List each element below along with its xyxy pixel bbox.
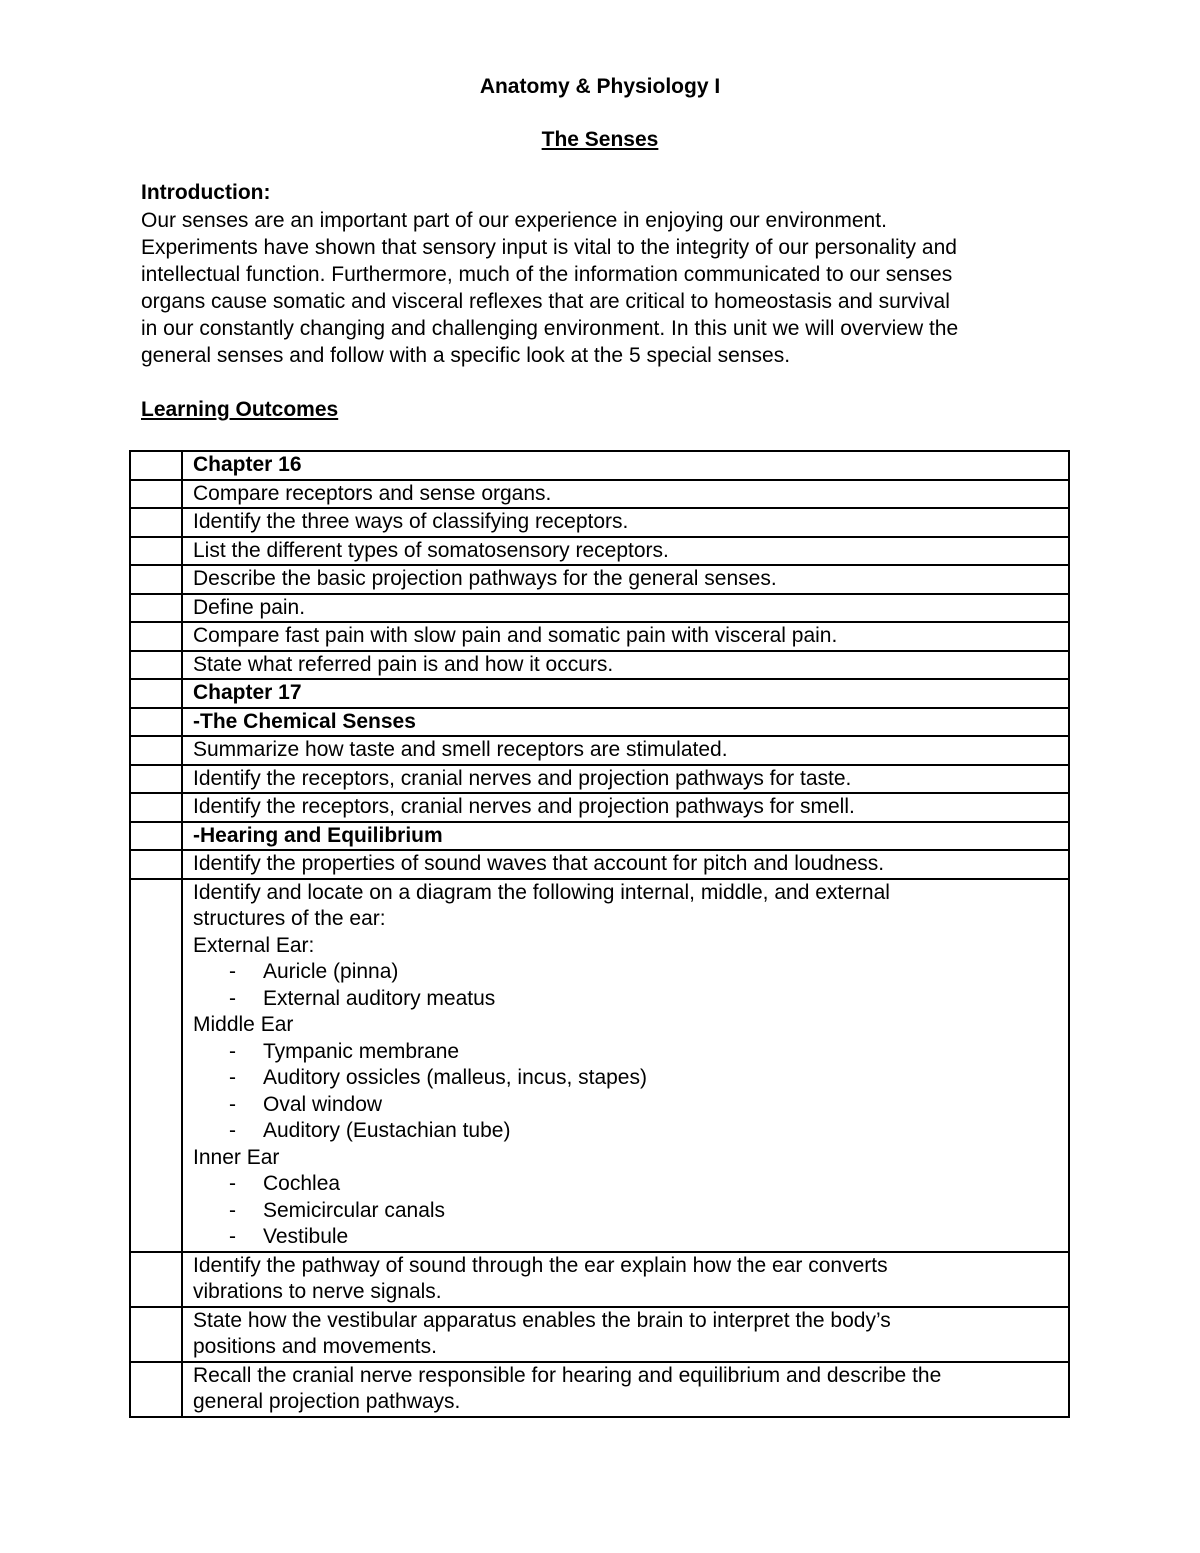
table-row: [130, 480, 1069, 509]
table-row: [130, 537, 1069, 566]
list-item-text: Cochlea: [263, 1172, 341, 1195]
introduction-heading: Introduction:: [141, 181, 271, 204]
table-row: [130, 508, 1069, 537]
check-cell: [130, 879, 182, 1252]
intro-line: organs cause somatic and visceral reflexes that are critical to homeostasis and survival: [141, 290, 950, 313]
outcome-cell: [182, 1362, 1069, 1417]
check-cell: [130, 508, 182, 537]
check-cell: [130, 1252, 182, 1307]
outcome-cell: Identify the receptors, cranial nerves and projection pathways for smell.: [182, 793, 1069, 822]
outcome-cell: Summarize how taste and smell receptors are stimulated.: [182, 736, 1069, 765]
dash-marker: -: [229, 1039, 236, 1063]
table-row: [130, 708, 1069, 737]
list-item: [193, 1092, 1058, 1119]
chapter-heading-cell: Chapter 16: [182, 451, 1069, 480]
inner-ear-label: Inner Ear: [193, 1145, 280, 1169]
table-row: [130, 850, 1069, 879]
outcome-line: general projection pathways.: [193, 1390, 461, 1413]
dash-marker: -: [229, 1119, 236, 1142]
table-row: [130, 1252, 1069, 1307]
list-item: [193, 1224, 1058, 1251]
outcome-line: structures of the ear:: [193, 907, 386, 930]
outcome-cell: [182, 1307, 1069, 1362]
outcome-cell: Identify the three ways of classifying receptors.: [182, 508, 1069, 537]
table-row: [130, 594, 1069, 623]
learning-outcomes-heading: Learning Outcomes: [141, 398, 339, 421]
list-item-text: Auditory ossicles (malleus, incus, stapes): [263, 1066, 647, 1089]
dash-marker: -: [229, 960, 236, 983]
list-item-text: Semicircular canals: [263, 1198, 446, 1222]
check-cell: [130, 451, 182, 480]
table-row: [130, 679, 1069, 708]
check-cell: [130, 793, 182, 822]
chapter-heading-cell: Chapter 17: [182, 679, 1069, 708]
outcome-line: Identify and locate on a diagram the following internal, middle, and external: [193, 880, 890, 904]
list-item: [193, 1198, 1058, 1225]
outcome-cell: Compare fast pain with slow pain and somatic pain with visceral pain.: [182, 622, 1069, 651]
table-row: [130, 879, 1069, 1252]
dash-marker: -: [229, 1066, 236, 1089]
outcome-line: vibrations to nerve signals.: [193, 1280, 442, 1303]
section-heading-cell: -The Chemical Senses: [182, 708, 1069, 737]
intro-line: intellectual function. Furthermore, much of the information communicated to our senses: [141, 263, 953, 286]
check-cell: [130, 765, 182, 794]
outcome-line: positions and movements.: [193, 1335, 437, 1358]
outcome-line: Recall the cranial nerve responsible for hearing and equilibrium and describe the: [193, 1363, 942, 1387]
outcome-line: Identify the pathway of sound through the ear explain how the ear converts: [193, 1253, 888, 1277]
outcome-line: State how the vestibular apparatus enables the brain to interpret the body’s: [193, 1308, 891, 1332]
outcome-cell: Identify the receptors, cranial nerves and projection pathways for taste.: [182, 765, 1069, 794]
intro-line: general senses and follow with a specific look at the 5 special senses.: [141, 344, 791, 367]
table-row: [130, 622, 1069, 651]
list-item-text: Auricle (pinna): [263, 960, 399, 983]
outcome-cell: Define pain.: [182, 594, 1069, 623]
table-row: [130, 765, 1069, 794]
table-row: [130, 565, 1069, 594]
check-cell: [130, 679, 182, 708]
introduction-paragraph: [141, 207, 1066, 369]
check-cell: [130, 651, 182, 680]
list-item: [193, 1171, 1058, 1198]
check-cell: [130, 1307, 182, 1362]
dash-marker: -: [229, 1172, 236, 1195]
outcome-cell: List the different types of somatosensory receptors.: [182, 537, 1069, 566]
check-cell: [130, 1362, 182, 1417]
list-item: [193, 1065, 1058, 1092]
course-title: Anatomy & Physiology I: [479, 75, 721, 98]
table-row: [130, 822, 1069, 851]
outcome-cell: Identify the properties of sound waves that account for pitch and loudness.: [182, 850, 1069, 879]
list-item-text: Auditory (Eustachian tube): [263, 1119, 511, 1142]
dash-marker: -: [229, 1198, 236, 1222]
outcome-cell: [182, 1252, 1069, 1307]
check-cell: [130, 850, 182, 879]
intro-line: in our constantly changing and challenging environment. In this unit we will overview the: [141, 317, 959, 340]
dash-marker: -: [229, 1225, 236, 1248]
table-row: [130, 1362, 1069, 1417]
list-item: [193, 959, 1058, 986]
list-item: [193, 1118, 1058, 1145]
intro-line: Experiments have shown that sensory input is vital to the integrity of our personality and: [141, 236, 957, 259]
table-row: [130, 451, 1069, 480]
check-cell: [130, 622, 182, 651]
external-ear-label: External Ear:: [193, 933, 315, 957]
check-cell: [130, 480, 182, 509]
dash-marker: -: [229, 1092, 236, 1116]
dash-marker: -: [229, 986, 236, 1010]
list-item-text: Tympanic membrane: [263, 1039, 460, 1063]
table-row: [130, 651, 1069, 680]
check-cell: [130, 822, 182, 851]
table-row: [130, 793, 1069, 822]
check-cell: [130, 708, 182, 737]
outcome-cell: Describe the basic projection pathways for the general senses.: [182, 565, 1069, 594]
check-cell: [130, 565, 182, 594]
middle-ear-label: Middle Ear: [193, 1013, 294, 1036]
document-title-text: The Senses: [541, 128, 659, 151]
table-row: [130, 1307, 1069, 1362]
outcome-cell: Compare receptors and sense organs.: [182, 480, 1069, 509]
list-item-text: External auditory meatus: [263, 986, 496, 1010]
intro-line: Our senses are an important part of our experience in enjoying our environment.: [141, 209, 887, 232]
list-item-text: Vestibule: [263, 1225, 349, 1248]
learning-outcomes-table: [129, 450, 1070, 1418]
outcome-cell: State what referred pain is and how it occurs.: [182, 651, 1069, 680]
list-item: [193, 1039, 1058, 1066]
list-item: [193, 986, 1058, 1013]
ear-structures-cell: [182, 879, 1069, 1252]
list-item-text: Oval window: [263, 1092, 383, 1116]
check-cell: [130, 594, 182, 623]
table-row: [130, 736, 1069, 765]
check-cell: [130, 736, 182, 765]
section-heading-cell: -Hearing and Equilibrium: [182, 822, 1069, 851]
check-cell: [130, 537, 182, 566]
document-title: [0, 127, 1200, 153]
